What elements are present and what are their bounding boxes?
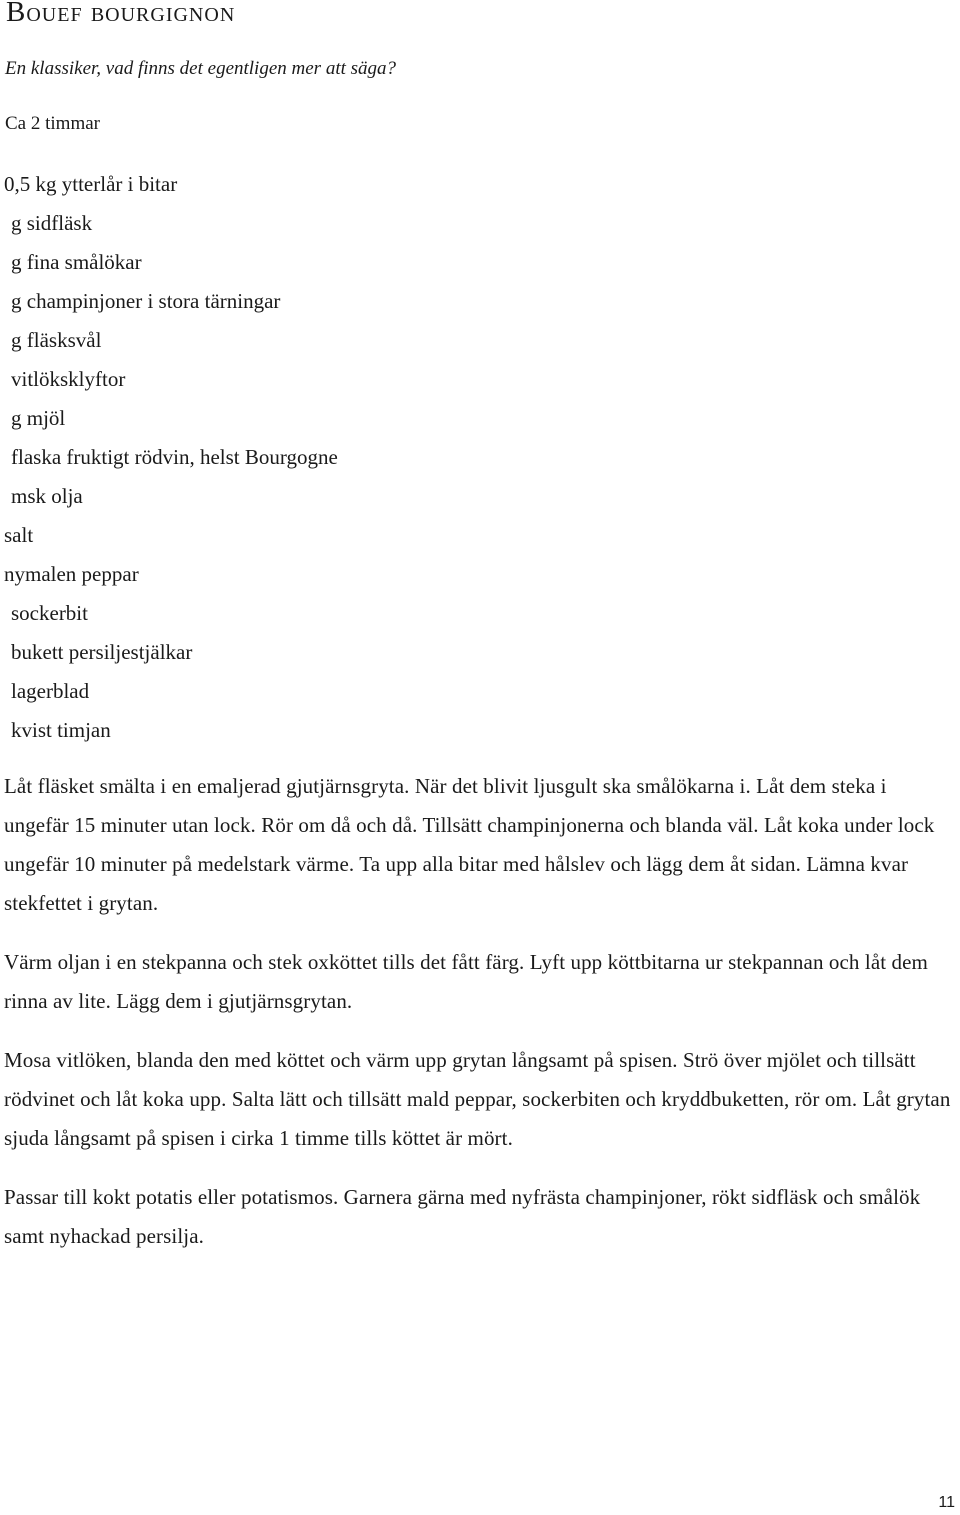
ingredient-item: g champinjoner i stora tärningar (11, 289, 281, 313)
ingredient-item: g sidfläsk (11, 211, 93, 235)
ingredient-item: 0,5 kg ytterlår i bitar (4, 172, 178, 196)
recipe-subtitle: En klassiker, vad finns det egentligen mer att säga? (5, 58, 397, 79)
ingredient-item: bukett persiljestjälkar (11, 640, 193, 664)
ingredient-item: nymalen peppar (4, 562, 139, 586)
ingredient-item: vitlöksklyftor (11, 367, 126, 391)
ingredient-item: g fina smålökar (11, 250, 142, 274)
ingredient-item: g mjöl (11, 406, 66, 430)
ingredient-item: g fläsksvål (11, 328, 102, 352)
ingredient-item: flaska fruktigt rödvin, helst Bourgogne (11, 445, 338, 469)
recipe-title: Bouef bourgignon (6, 0, 236, 28)
page-number: 11 (938, 1494, 955, 1511)
ingredient-item: sockerbit (11, 601, 88, 625)
instruction-paragraph: Värm oljan i en stekpanna och stek oxköttet tills det fått färg. Lyft upp köttbitarna ur stekpannan och låt dem rinna av lite. Lägg dem i gjutjärnsgrytan. (4, 950, 928, 1013)
cooking-time: Ca 2 timmar (5, 113, 100, 134)
instruction-paragraph: Passar till kokt potatis eller potatismos. Garnera gärna med nyfrästa champinjoner, rökt sidfläsk och smålök samt nyhackad persilja. (4, 1185, 921, 1248)
instructions (4, 767, 956, 1276)
ingredient-list (4, 165, 338, 750)
ingredient-item: lagerblad (11, 679, 90, 703)
ingredient-item: kvist timjan (11, 718, 111, 742)
ingredient-item: salt (4, 523, 34, 547)
instruction-paragraph: Mosa vitlöken, blanda den med köttet och värm upp grytan långsamt på spisen. Strö över mjölet och tillsätt rödvinet och låt koka upp. Salta lätt och tillsätt mald peppar, sockerbiten och kryddbuketten, rör om. Låt grytan sjuda långsamt på spisen i cirka 1 timme tills köttet är mört. (4, 1048, 951, 1150)
ingredient-item: msk olja (11, 484, 83, 508)
instruction-paragraph: Låt fläsket smälta i en emaljerad gjutjärnsgryta. När det blivit ljusgult ska smålökarna i. Låt dem steka i ungefär 15 minuter utan lock. Rör om då och då. Tillsätt champinjonerna och blanda väl. Låt koka under lock ungefär 10 minuter på medelstark värme. Ta upp alla bitar med hålslev och lägg dem åt sidan. Lämna kvar stekfettet i grytan. (4, 774, 935, 915)
